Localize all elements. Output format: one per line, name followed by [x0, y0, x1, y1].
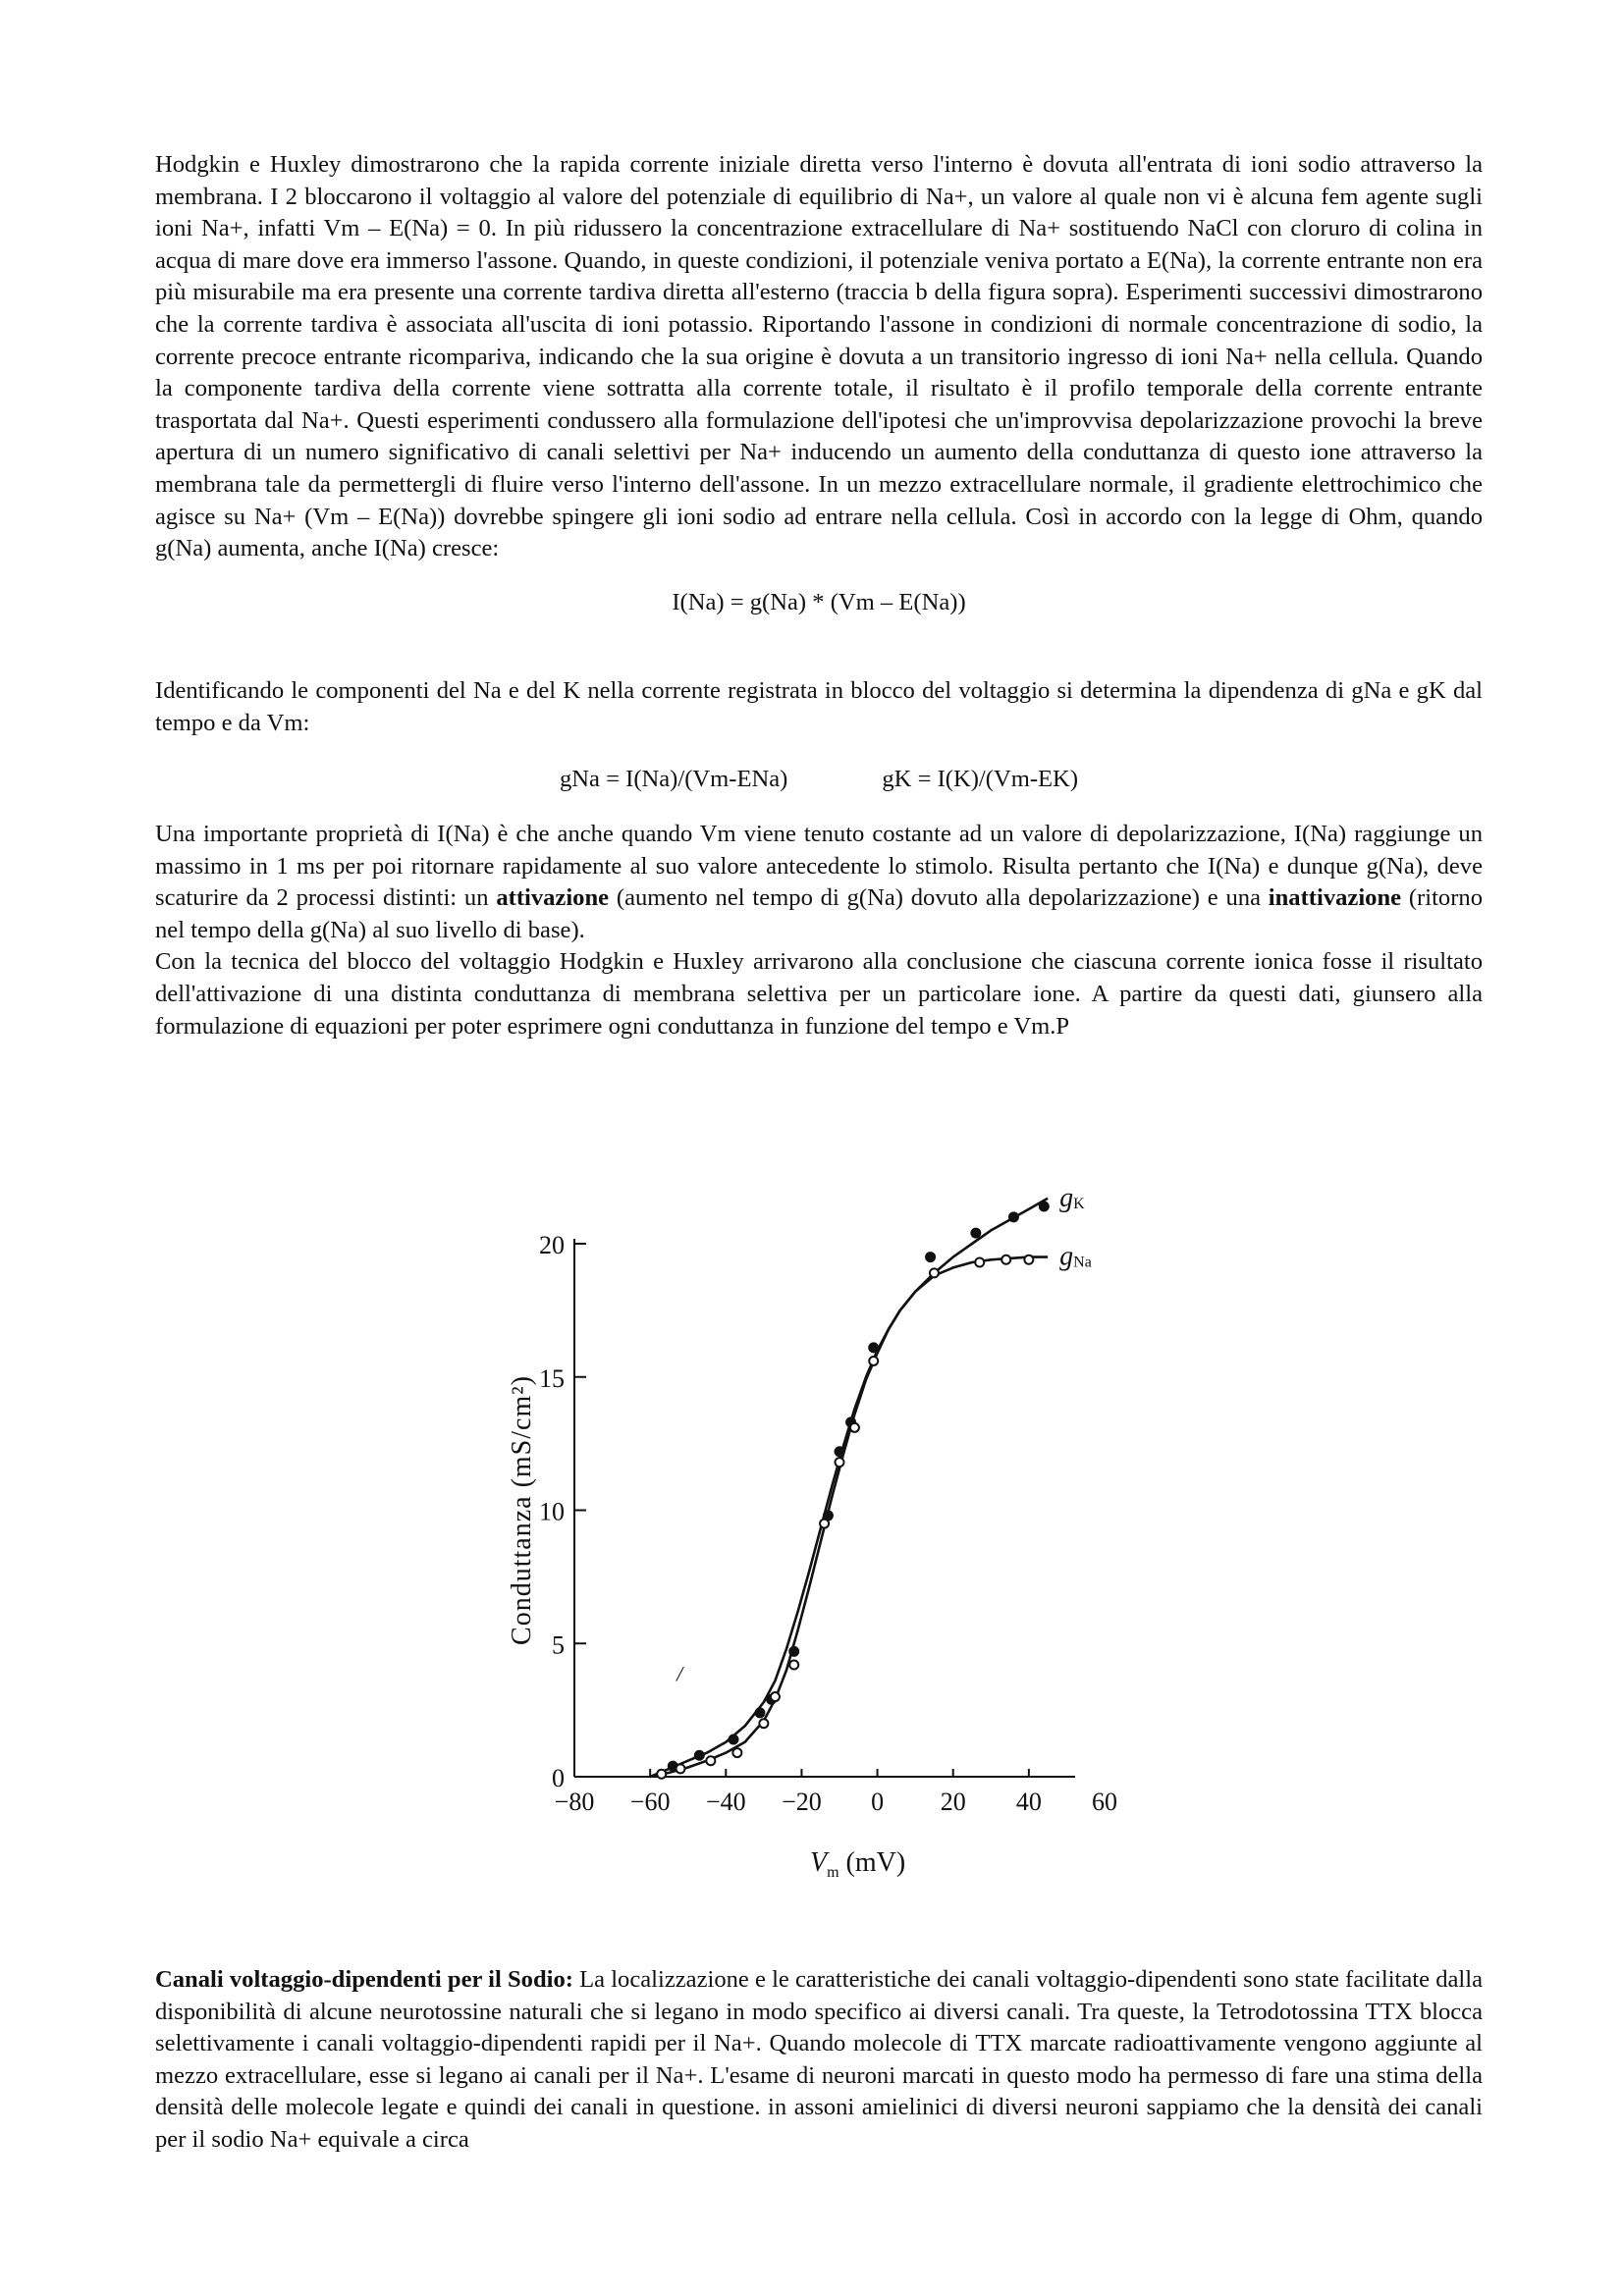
data-point-gNa [930, 1268, 939, 1277]
x-tick-label: −20 [782, 1788, 822, 1816]
y-tick-label: 0 [552, 1764, 565, 1792]
x-axis-label [810, 1847, 905, 1881]
conductance-chart [491, 1178, 1159, 1924]
x-tick-label: 40 [1015, 1788, 1042, 1816]
text-run: (ritorno nel tempo della g(Na) al suo livello di base). [155, 884, 1483, 943]
formula-ina: I(Na) = g(Na) * (Vm – E(Na)) [672, 588, 966, 615]
text-run: La localizzazione e le caratteristiche dei canali voltaggio-dipendenti sono state facilitate dalla disponibilità di alcune neurotossine naturali che si legano in modo specifico ai diversi canali. Tra queste, la Tetrodotossina TTX blocca selettivamente i canali voltaggio-dipendenti rapidi per il Na+. Quando molecole di TTX marcate radioattivamente vengono aggiunte al mezzo extracellulare, esse si legano ai canali per il Na+. L'esame di neuroni marcati in questo modo ha permesso di fare una stima della densità delle molecole legate e quindi dei canali in questione. in assoni amielinici di diversi neuroni sappiamo che la densità dei canali per il sodio Na+ equivale a circa [155, 1966, 1483, 2153]
chart-points [657, 1201, 1049, 1778]
data-point-gNa [836, 1458, 844, 1467]
series-label-gNa: gNa [1059, 1241, 1092, 1272]
y-tick-label: 5 [552, 1630, 565, 1660]
paragraph-componenti: Identificando le componenti del Na e del K nella corrente registrata in blocco del voltaggio si determina la dipendenza di gNa e gK dal tempo e da Vm: [155, 677, 1483, 736]
paragraph-attivazione [155, 819, 1483, 946]
y-tick-label: 20 [539, 1231, 565, 1259]
curve-gNa [650, 1257, 1048, 1777]
data-point-gNa [759, 1719, 768, 1728]
data-point-gNa [820, 1520, 829, 1528]
x-tick-label: −60 [629, 1788, 671, 1816]
x-axis-label-sub: m [827, 1864, 839, 1881]
data-point-gNa [657, 1770, 666, 1779]
data-point-gNa [732, 1748, 741, 1757]
data-point-gK [730, 1735, 738, 1743]
data-point-gNa [850, 1423, 859, 1432]
text-run: (aumento nel tempo di g(Na) dovuto alla depolarizzazione) e una [609, 884, 1269, 912]
data-point-gK [1040, 1201, 1049, 1210]
document-page [155, 149, 1483, 1042]
chart-curves [650, 1199, 1048, 1777]
formula-conductances [155, 764, 1483, 796]
curve-gK [650, 1199, 1048, 1777]
data-point-gNa [869, 1357, 878, 1365]
data-point-gNa [789, 1660, 798, 1669]
data-point-gNa [975, 1258, 984, 1267]
paragraph-canali-sodio [155, 1964, 1483, 2157]
annotation-mark: / [676, 1661, 683, 1686]
data-point-gNa [1001, 1255, 1010, 1264]
x-tick-label: −80 [554, 1788, 595, 1816]
formula-gk: gK = I(K)/(Vm-EK) [882, 765, 1079, 792]
data-point-gK [971, 1229, 980, 1238]
text-run: Una importante proprietà di I(Na) è che anche quando Vm viene tenuto costante ad un valore di depolarizzazione, I(Na) raggiunge un massimo in 1 ms per poi ritornare rapidamente al suo valore antecedente lo stimolo. Risulta pertanto che I(Na) e dunque g(Na), deve scaturire da 2 processi distinti: un [155, 821, 1483, 912]
data-point-gK [836, 1447, 844, 1456]
series-label-sub: K [1073, 1195, 1085, 1212]
data-point-gNa [676, 1764, 685, 1773]
x-tick-label: 0 [871, 1788, 885, 1816]
paragraph-hodgkin-huxley: Hodgkin e Huxley dimostrarono che la rapida corrente iniziale diretta verso l'interno è dovuta all'entrata di ioni sodio attraverso la membrana. I 2 bloccarono il voltaggio al valore del potenziale di equilibrio di Na+, un valore al quale non vi è alcuna fem agente sugli ioni Na+, infatti Vm – E(Na) = 0. In più ridussero la concentrazione extracellulare di Na+ sostituendo NaCl con cloruro di colina in acqua di mare dove era immerso l'assone. Quando, in queste condizioni, il potenziale veniva portato a E(Na), la corrente entrante non era più misurabile ma era presente una corrente tardiva diretta all'esterno (traccia b della figura sopra). Esperimenti successivi dimostrarono che la corrente tardiva è associata all'uscita di ioni potassio. Riportando l'assone in condizioni di normale concentrazione di sodio, la corrente precoce entrante ricompariva, indicando che la sua origine è dovuta a un transitorio ingresso di ioni Na+ nella cellula. Quando la componente tardiva della corrente viene sottratta alla corrente totale, il risultato è il profilo temporale della corrente entrante trasportata dal Na+. Questi esperimenti condussero alla formulazione dell'ipotesi che un'improvvisa depolarizzazione provochi la breve apertura di un numero significativo di canali selettivi per Na+ inducendo un aumento della conduttanza di questo ione attraverso la membrana tale da permettergli di fluire verso l'interno dell'assone. In un mezzo extracellulare normale, il gradiente elettrochimico che agisce su Na+ (Vm – E(Na)) dovrebbe spingere gli ioni sodio ad entrare nella cellula. Così in accordo con la legge di Ohm, quando g(Na) aumenta, anche I(Na) cresce: [155, 151, 1483, 562]
data-point-gK [926, 1253, 935, 1261]
data-point-gK [756, 1708, 765, 1717]
chart-axes [574, 1239, 1075, 1777]
data-point-gK [1009, 1212, 1018, 1221]
data-point-gK [789, 1647, 798, 1656]
section-heading-canali: Canali voltaggio-dipendenti per il Sodio: [155, 1966, 573, 1993]
data-point-gK [695, 1751, 704, 1760]
data-point-gNa [1024, 1255, 1033, 1264]
y-axis-label: Conduttanza (mS/cm²) [507, 1375, 537, 1645]
data-point-gNa [706, 1756, 715, 1765]
formula-gna: gNa = I(Na)/(Vm-ENa) [559, 765, 788, 792]
series-label-gK: gK [1059, 1182, 1085, 1213]
term-attivazione: attivazione [496, 884, 610, 912]
x-tick-label: −40 [705, 1788, 746, 1816]
term-inattivazione: inattivazione [1268, 884, 1402, 912]
series-label-sub: Na [1073, 1254, 1092, 1271]
y-tick-label: 15 [539, 1363, 565, 1393]
x-axis-label-var: V [809, 1847, 828, 1878]
paragraph-conclusione: Con la tecnica del blocco del voltaggio Hodgkin e Huxley arrivarono alla conclusione che ciascuna corrente ionica fosse il risultato dell'attivazione di una distinta conduttanza di membrana selettiva per un particolare ione. A partire da questi dati, giunsero alla formulazione di equazioni per poter esprimere ogni conduttanza in funzione del tempo e Vm.P [155, 948, 1483, 1040]
y-tick-label: 10 [539, 1497, 565, 1526]
x-tick-label: 20 [940, 1788, 966, 1816]
x-tick-label: 60 [1092, 1788, 1117, 1816]
x-axis-label-unit: (mV) [839, 1847, 906, 1878]
data-point-gNa [771, 1692, 780, 1701]
data-point-gK [869, 1343, 878, 1352]
